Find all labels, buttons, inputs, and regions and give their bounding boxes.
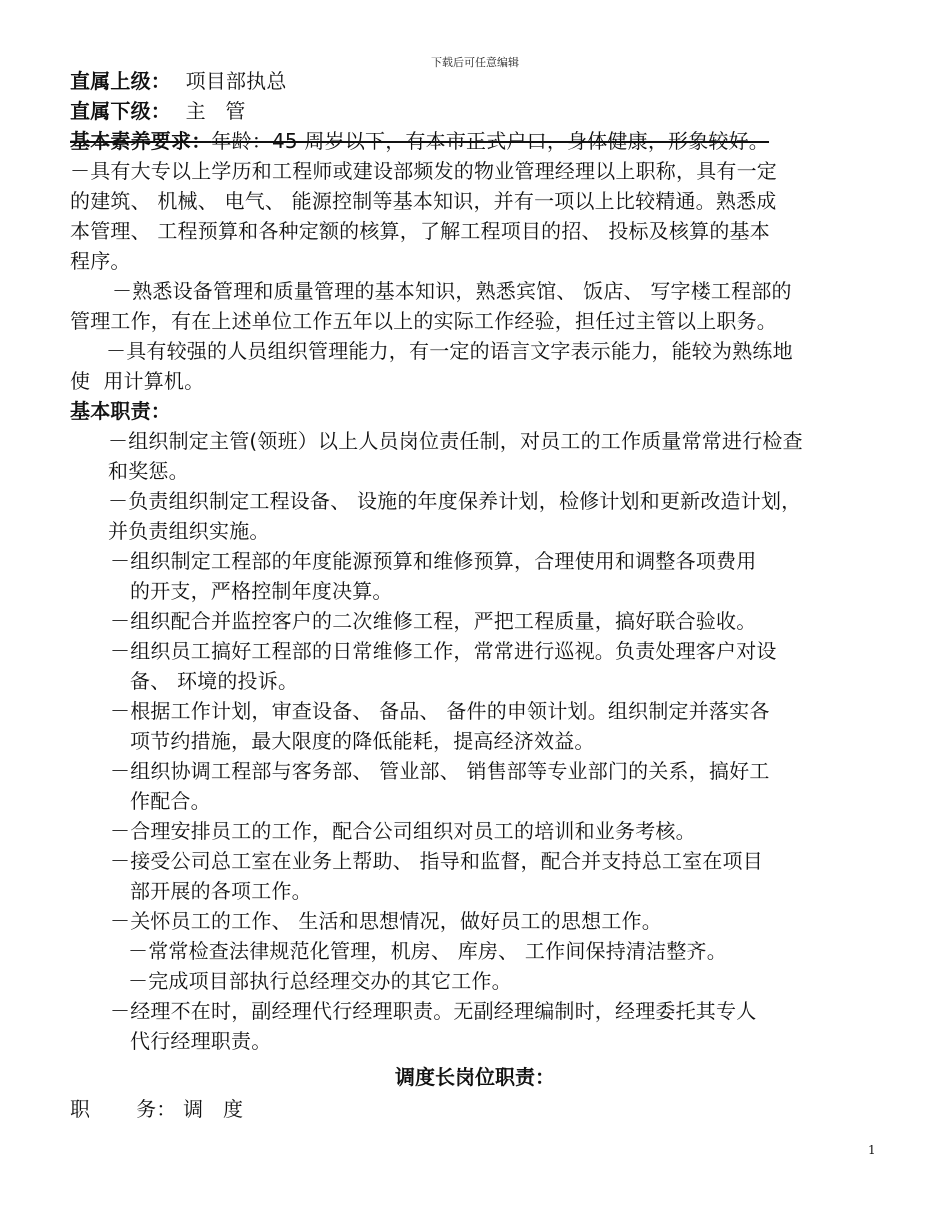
page-number: 1 <box>868 1143 876 1157</box>
duty-line: －关怀员工的工作、 生活和思想情况，做好员工的思想工作。 <box>110 909 662 933</box>
requirement-line: 使 用计算机。 <box>70 369 205 393</box>
duty-line: 和奖惩。 <box>108 459 189 483</box>
subordinate-value: 主 管 <box>185 99 246 123</box>
duty-line: 代行经理职责。 <box>130 1029 272 1053</box>
requirements-label: 基本素养要求： <box>70 129 212 153</box>
position-row <box>70 1094 243 1124</box>
duty-line: －组织制定工程部的年度能源预算和维修预算，合理使用和调整各项费用 <box>110 549 757 573</box>
requirement-line: 程序。 <box>70 249 131 273</box>
requirement-line: －具有大专以上学历和工程师或建设部频发的物业管理经理以上职称，具有一定 <box>70 159 777 183</box>
duty-line: －合理安排员工的工作，配合公司组织对员工的培训和业务考核。 <box>110 819 696 843</box>
subordinate-label: 直属下级： <box>70 99 171 123</box>
superior-label: 直属上级： <box>70 69 171 93</box>
duty-line: 部开展的各项工作。 <box>130 879 312 903</box>
duty-line: 的开支，严格控制年度决算。 <box>130 579 393 603</box>
requirement-line: －具有较强的人员组织管理能力，有一定的语言文字表示能力，能较为熟练地 <box>106 339 793 363</box>
duty-line: －负责组织制定工程设备、 设施的年度保养计划，检修计划和更新改造计划， <box>108 489 802 513</box>
requirement-line: 本管理、 工程预算和各种定额的核算，了解工程项目的招、 投标及核算的基本 <box>70 219 770 243</box>
requirement-line: －熟悉设备管理和质量管理的基本知识，熟悉宾馆、 饭店、 写字楼工程部的 <box>112 279 792 303</box>
page-header-note: 下载后可任意编辑 <box>431 56 519 69</box>
duty-line: 作配合。 <box>130 789 211 813</box>
duty-line: －组织员工搞好工程部的日常维修工作，常常进行巡视。负责处理客户对设 <box>110 639 777 663</box>
duty-line: －根据工作计划，审查设备、 备品、 备件的申领计划。组织制定并落实各 <box>110 699 770 723</box>
duty-line: －接受公司总工室在业务上帮助、 指导和监督，配合并支持总工室在项目 <box>110 849 763 873</box>
position-value: 调 度 <box>183 1097 244 1121</box>
duty-line: 并负责组织实施。 <box>108 519 270 543</box>
duty-line: －常常检查法律规范化管理，机房、 库房、 工作间保持清洁整齐。 <box>128 939 727 963</box>
position-label: 职 务： <box>70 1097 177 1121</box>
requirement-line: 管理工作，有在上述单位工作五年以上的实际工作经验，担任过主管以上职务。 <box>70 309 777 333</box>
subordinate-row <box>70 96 246 126</box>
duty-line: －完成项目部执行总经理交办的其它工作。 <box>128 969 512 993</box>
duties-heading: 基本职责： <box>70 399 171 423</box>
requirements-age-line: 年龄：45 周岁以下，有本市正式户口，身体健康，形象较好。 <box>211 129 770 153</box>
requirements-heading <box>70 126 769 156</box>
duty-line: 项节约措施，最大限度的降低能耗，提高经济效益。 <box>130 729 595 753</box>
duty-line: －组织协调工程部与客务部、 管业部、 销售部等专业部门的关系，搞好工 <box>110 759 770 783</box>
superior-row <box>70 66 287 96</box>
dispatcher-section-title: 调度长岗位职责： <box>395 1065 555 1089</box>
duty-line: －组织制定主管(领班）以上人员岗位责任制，对员工的工作质量常常进行检查 <box>108 429 803 453</box>
requirement-line: 的建筑、 机械、 电气、 能源控制等基本知识，并有一项以上比较精通。熟悉成 <box>70 189 777 213</box>
duty-line: －组织配合并监控客户的二次维修工程，严把工程质量，搞好联合验收。 <box>110 609 757 633</box>
superior-value: 项目部执总 <box>185 69 287 93</box>
duty-line: －经理不在时，副经理代行经理职责。无副经理编制时，经理委托其专人 <box>110 999 757 1023</box>
duty-line: 备、 环境的投诉。 <box>130 669 299 693</box>
